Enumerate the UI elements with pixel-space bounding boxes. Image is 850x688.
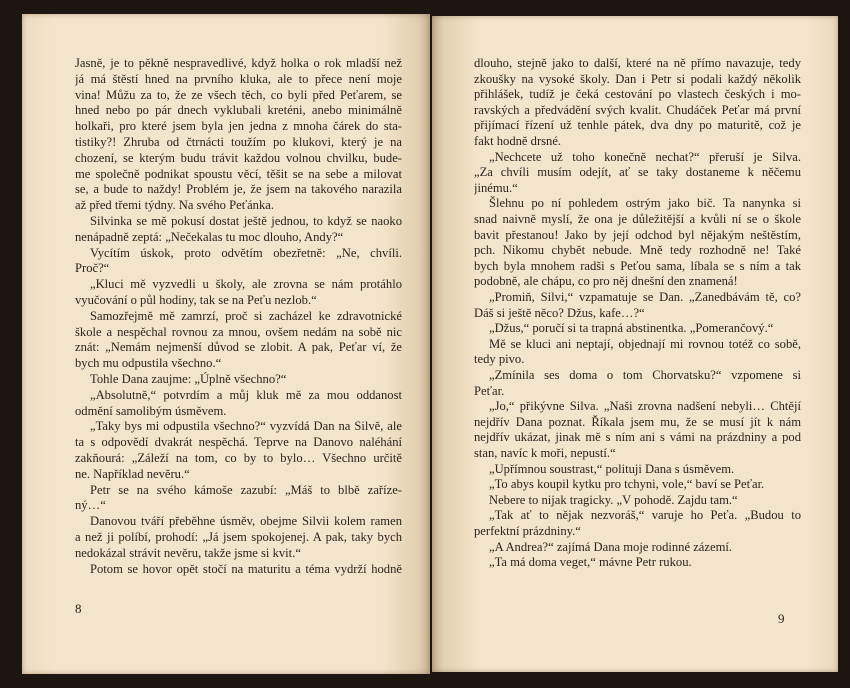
text-line: „Džus,“ poručí si ta trapná abstinentka. „Pomerančový.“ <box>489 321 774 336</box>
text-line: me společně podnikat spoustu věcí, těšit se na sebe a milovat <box>75 166 402 181</box>
text-line: nejdřív Dana poznat. Říkala jsem mu, že se musí jít k nám <box>474 414 801 429</box>
text-line: až před třemi týdny. Na svého Peťánka. <box>75 198 275 213</box>
text-line: bavit přestanou! Jako by její odchod byl nějakým neštěstím, <box>474 227 801 242</box>
left-page <box>22 14 430 674</box>
text-line: Šlehnu po ní pohledem ostrým jako bič. Ta nanynka si <box>489 196 801 211</box>
text-line: hned nebo po pár dnech vyklubali kreténi, anebo minimálně <box>75 103 402 118</box>
text-line: tistiky?! Zhruba od čtrnácti toužím po klukovi, který je na <box>75 135 402 149</box>
text-line: a než ji políbí, prohodí: „Já jsem spokojenej. A pak, taky bych <box>75 530 402 544</box>
text-line: nejdřív ukázat, jinak mě s ním ani s vámi na prázdniny a pod <box>474 430 801 445</box>
page-number-left: 8 <box>75 601 82 616</box>
text-line: „Za chvíli musím odejít, ať se taky dostaneme k něčemu <box>474 165 801 180</box>
text-line: jinému.“ <box>474 180 518 195</box>
text-line: „Taky bys mi odpustila všechno?“ vyzvídá Dan na Silvě, ale <box>90 419 402 434</box>
text-line: zkoušky na vysoké školy. Dan i Petr si podali každý několik <box>474 71 801 86</box>
text-line: zakňourá: „Záleží na tom, co by to bylo… Všechno určitě <box>75 451 402 465</box>
right-page <box>432 16 838 672</box>
text-line: podobně, ale chápu, co pro něj dnešní den znamená! <box>474 274 738 289</box>
text-line: snad naivně myslí, že ona je důležitější a kvůli ní se o škole <box>474 212 801 226</box>
text-line: Vycítím úskok, proto odvětím obezřetně: „Ne, chvíli. <box>90 245 402 260</box>
text-line: bych mu odpustila všechno.“ <box>75 356 222 371</box>
text-line: „Nechcete už toho konečně nechat?“ přeruší je Silva. <box>489 149 801 164</box>
text-line: dlouho, stejně jako to další, které na ně přímo navazuje, tedy <box>474 56 801 70</box>
page-number-right: 9 <box>778 611 785 626</box>
text-line: stan, navíc k moři, nepustí.“ <box>474 446 616 460</box>
text-line: ravských a předvádění svých kvalit. Chudáček Peťar má první <box>474 102 801 117</box>
text-line: „A Andrea?“ zajímá Dana moje rodinné zázemí. <box>489 539 733 554</box>
text-line: „To abys koupil kytku pro tchyni, vole,“ baví se Peťar. <box>489 477 765 492</box>
text-line: přihlášek, tudíž je čeká cestování po vlastech českých i mo- <box>474 87 801 102</box>
text-line: pch. Nikomu chybět nebude. Mně tedy rozhodně ne! Také <box>474 243 801 258</box>
text-line: odmění samolibým úsměvem. <box>75 403 227 418</box>
text-line: holkaři, pro které jsem byla jen jedna z mnoha čárek do sta- <box>75 119 402 134</box>
text-line: „Upřímnou soustrast,“ polituji Dana s úsměvem. <box>489 461 735 476</box>
text-line: tedy pivo. <box>474 352 525 367</box>
text-line: Jasně, je to pěkně nespravedlivé, když holka o rok mladší než <box>75 56 402 70</box>
text-line: fakt hodně drsné. <box>474 134 562 148</box>
text-line: Petr se na svého kámoše zazubí: „Máš to blbě zaříze- <box>90 482 402 497</box>
text-line: „Kluci mě vyzvedli u školy, ale zrovna se nám protáhlo <box>90 277 402 292</box>
text-line: škole a nespěchal rovnou za mnou, ovšem nedám na sobě nic <box>75 324 402 339</box>
text-line: Danovou tváří přeběhne úsměv, obejme Silvii kolem ramen <box>90 514 402 529</box>
text-line: vina! Můžu za to, že ze všech těch, co byli před Peťarem, se <box>75 87 402 102</box>
text-line: „Jo,“ přikývne Silva. „Naši zrovna nadšení nebyli… Chtějí <box>489 399 801 414</box>
text-line: znát: „Nemám nejmenší důvod se zlobit. A pak, Peťar ví, že <box>75 340 402 355</box>
text-line: nenápadně zeptá: „Nečekalas tu moc dlouho, Andy?“ <box>75 229 344 244</box>
text-line: „Promiň, Silvi,“ vzpamatuje se Dan. „Zanedbávám tě, co? <box>489 290 801 304</box>
text-line: Potom se hovor opět stočí na maturitu a téma vydrží hodně <box>90 561 402 576</box>
text-line: Nebere to nijak tragicky. „V pohodě. Zajdu tam.“ <box>489 492 738 507</box>
text-line: chození, se kterým budu trávit každou volnou chvilku, bude- <box>75 150 402 165</box>
text-line: Silvinka se mě pokusí dostat ještě jednou, to když se naoko <box>90 214 402 228</box>
text-line: perfektní prázdniny.“ <box>474 524 581 538</box>
text-line: ta s odpovědí dvakrát nespěchá. Teprve na Danovo naléhání <box>75 435 402 450</box>
text-line: nedokázal strávit nevěru, takže jsme si kvit.“ <box>75 545 301 560</box>
text-line: „Zmínila ses doma o tom Chorvatsku?“ vzpomene si <box>489 368 801 382</box>
text-line: „Absolutně,“ potvrdím a můj kluk mě za mou oddanost <box>90 387 402 402</box>
text-line: Tohle Dana zaujme: „Úplně všechno?“ <box>90 372 287 386</box>
text-line: „Tak ať to nějak nezvoráš,“ varuje ho Peťa. „Budou to <box>489 508 801 523</box>
text-line: Proč?“ <box>75 261 110 276</box>
text-line: Samozřejmě mě zamrzí, proč si zacházel ke zdravotnické <box>90 308 402 323</box>
text-line: přijímací řízení už tenhle pátek, dva dny po maturitě, což je <box>474 118 801 133</box>
text-line: ný…“ <box>75 498 106 513</box>
text-line: bych byla mnohem radši s Peťou sama, líbala se s ním a tak <box>474 258 801 273</box>
text-line: Peťar. <box>474 383 505 398</box>
text-line: „Ta má doma veget,“ mávne Petr rukou. <box>489 555 692 570</box>
text-line: já má štěstí hned na prvního kluka, ale to přece není moje <box>75 71 402 86</box>
text-line: Mě se kluci ani neptají, objednají mi rovnou totéž co sobě, <box>489 336 801 351</box>
text-line: se, a bude to naždy! Problém je, že jsem na takového narazila <box>75 182 402 197</box>
text-line: Dáš si ještě něco? Džus, kafe…?“ <box>474 305 645 320</box>
text-line: ne. Například nevěru.“ <box>75 466 190 481</box>
text-line: vyučování o půl hodiny, tak se na Peťu nezlob.“ <box>75 293 317 307</box>
